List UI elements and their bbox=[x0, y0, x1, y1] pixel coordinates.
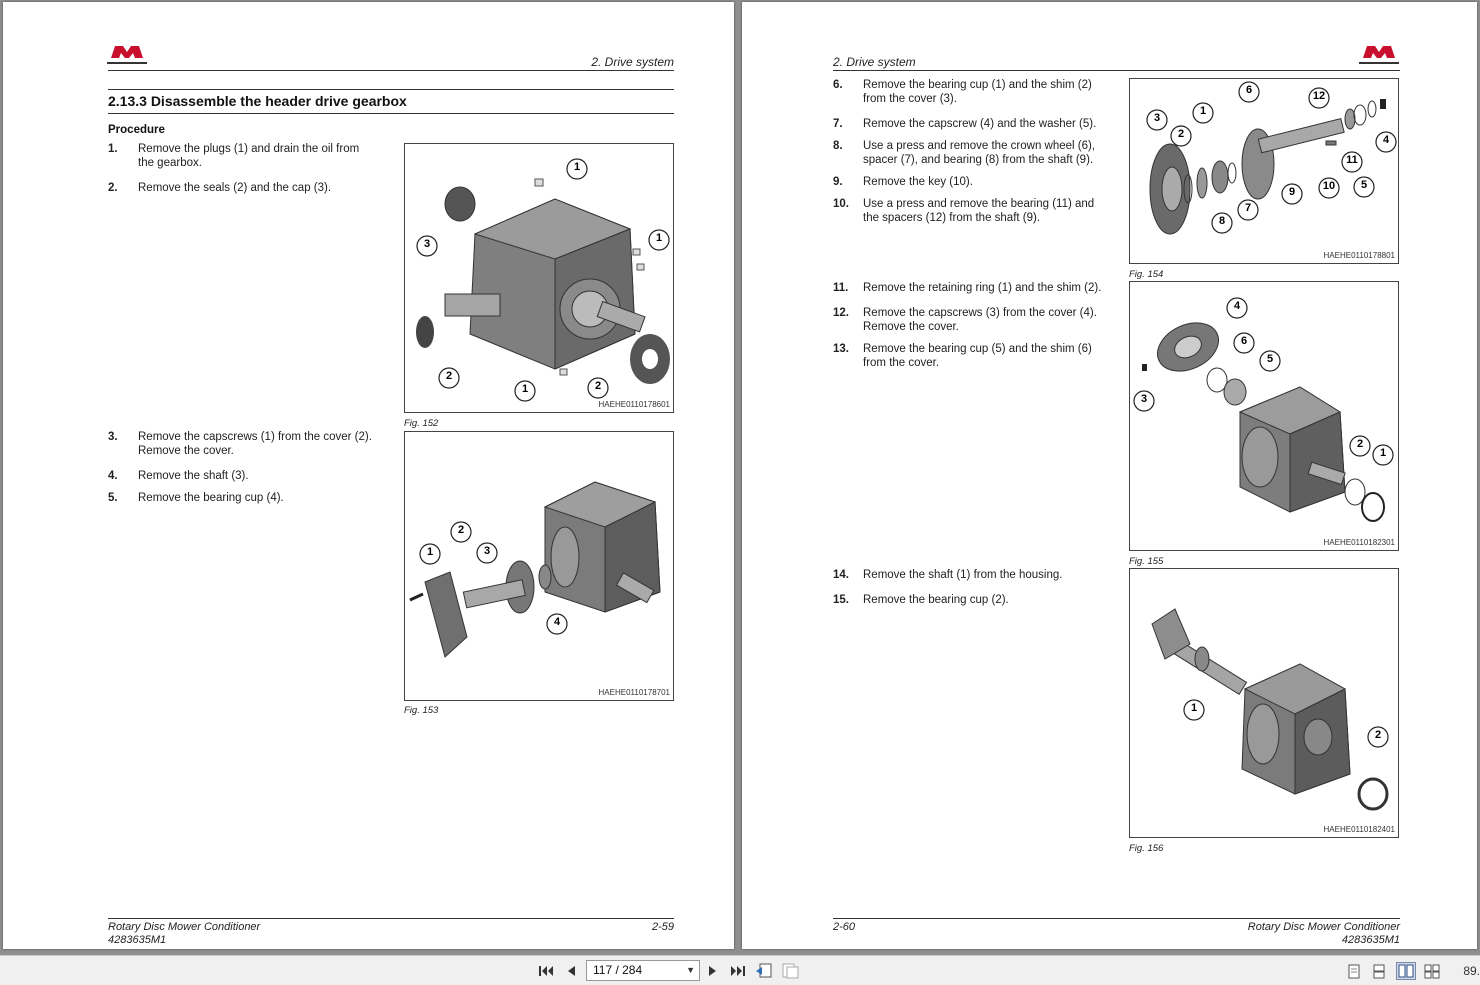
callout-label: 2 bbox=[457, 524, 465, 536]
last-page-button[interactable] bbox=[729, 962, 747, 980]
step-text: Remove the bearing cup (5) and the shim (6) from the cover. bbox=[863, 343, 1092, 369]
step-number: 4. bbox=[108, 470, 118, 482]
section-title: 2.13.3 Disassemble the header drive gearbox bbox=[108, 93, 407, 109]
step-text: Remove the plugs (1) and drain the oil from the gearbox. bbox=[138, 143, 360, 169]
figure-156 bbox=[1129, 568, 1399, 838]
figure-caption: Fig. 153 bbox=[404, 705, 439, 716]
footer-page-number: 2-60 bbox=[833, 921, 856, 933]
figure-caption: Fig. 155 bbox=[1129, 556, 1164, 567]
step-text: Remove the capscrew (4) and the washer (5). bbox=[863, 118, 1097, 130]
step-text: Remove the capscrews (1) from the cover (2). Remove the cover. bbox=[138, 431, 372, 457]
next-page-button[interactable] bbox=[704, 962, 722, 980]
figure-code: HAEHE0110178601 bbox=[598, 400, 670, 409]
continuous-view-button[interactable] bbox=[1370, 962, 1388, 980]
cover-removal-illustration bbox=[1130, 282, 1399, 551]
step-item bbox=[833, 342, 1103, 370]
step-list-a bbox=[833, 78, 1103, 225]
footer-doc-number: 4283635M1 bbox=[1341, 934, 1400, 946]
step-number: 2. bbox=[108, 182, 118, 194]
figure-155 bbox=[1129, 281, 1399, 551]
callout-label: 11 bbox=[1346, 154, 1358, 166]
callout-label: 2 bbox=[1177, 128, 1185, 140]
step-item bbox=[833, 139, 1103, 167]
footer-doc-info bbox=[1248, 921, 1400, 947]
page-left bbox=[3, 2, 734, 949]
callout-label: 3 bbox=[423, 238, 431, 250]
shaft-exploded-illustration bbox=[1130, 79, 1399, 264]
previous-view-button[interactable] bbox=[755, 962, 773, 980]
callout-label: 6 bbox=[1240, 335, 1248, 347]
step-item bbox=[108, 491, 373, 505]
step-item bbox=[833, 593, 1103, 607]
footer-title: Rotary Disc Mower Conditioner bbox=[108, 921, 261, 933]
page-number-input[interactable] bbox=[586, 960, 700, 981]
step-number: 3. bbox=[108, 431, 118, 443]
callout-label: 4 bbox=[553, 616, 561, 628]
header-title: 2. Drive system bbox=[833, 55, 916, 69]
step-text: Use a press and remove the bearing (11) and the spacers (12) from the shaft (9). bbox=[863, 198, 1095, 224]
step-text: Remove the shaft (3). bbox=[138, 470, 249, 482]
viewer-toolbar bbox=[0, 955, 1480, 985]
footer-doc-info bbox=[108, 921, 260, 947]
step-text: Remove the retaining ring (1) and the shim (2). bbox=[863, 282, 1102, 294]
figure-code: HAEHE0110178801 bbox=[1323, 251, 1395, 260]
step-text: Remove the capscrews (3) from the cover (4). Remove the cover. bbox=[863, 307, 1097, 333]
callout-label: 7 bbox=[1244, 202, 1252, 214]
callout-label: 1 bbox=[573, 161, 581, 173]
figure-caption: Fig. 152 bbox=[404, 418, 439, 429]
figure-153 bbox=[404, 431, 674, 701]
step-text: Remove the bearing cup (4). bbox=[138, 492, 284, 504]
step-item bbox=[833, 175, 1103, 189]
step-number: 15. bbox=[833, 594, 849, 606]
step-number: 12. bbox=[833, 307, 849, 319]
callout-label: 1 bbox=[521, 383, 529, 395]
exploded-gearbox-illustration bbox=[405, 432, 674, 701]
last-page-icon bbox=[730, 964, 746, 978]
next-view-button[interactable] bbox=[781, 962, 799, 980]
next-page-icon bbox=[707, 964, 719, 978]
previous-page-icon bbox=[565, 964, 577, 978]
step-item bbox=[833, 117, 1103, 131]
first-page-icon bbox=[538, 964, 554, 978]
step-text: Remove the seals (2) and the cap (3). bbox=[138, 182, 332, 194]
single-page-view-button[interactable] bbox=[1345, 962, 1363, 980]
procedure-label: Procedure bbox=[108, 124, 165, 136]
previous-view-icon bbox=[755, 963, 773, 979]
callout-label: 5 bbox=[1266, 353, 1274, 365]
step-number: 10. bbox=[833, 198, 849, 210]
step-item bbox=[833, 306, 1103, 334]
figure-caption: Fig. 156 bbox=[1129, 843, 1164, 854]
page-indicator: 117 / 284 bbox=[593, 963, 643, 977]
figure-152 bbox=[404, 143, 674, 413]
step-item bbox=[108, 142, 373, 170]
footer-rule bbox=[833, 918, 1400, 919]
step-number: 11. bbox=[833, 282, 849, 294]
step-list-b bbox=[833, 281, 1103, 370]
brand-logo bbox=[107, 44, 147, 68]
header-rule bbox=[833, 70, 1400, 71]
callout-label: 3 bbox=[1153, 112, 1161, 124]
callout-label: 3 bbox=[483, 545, 491, 557]
callout-label: 1 bbox=[1199, 105, 1207, 117]
header-rule bbox=[108, 70, 674, 71]
step-text: Remove the bearing cup (1) and the shim (2) from the cover (3). bbox=[863, 79, 1092, 105]
callout-label: 1 bbox=[655, 232, 663, 244]
callout-label: 2 bbox=[1374, 729, 1382, 741]
step-item bbox=[833, 281, 1103, 295]
callout-label: 8 bbox=[1218, 215, 1226, 227]
step-list-c bbox=[833, 568, 1103, 607]
step-number: 5. bbox=[108, 492, 118, 504]
callout-label: 1 bbox=[1379, 447, 1387, 459]
next-view-icon bbox=[781, 963, 799, 979]
step-item bbox=[833, 78, 1103, 106]
step-item bbox=[833, 197, 1103, 225]
step-item bbox=[833, 568, 1103, 582]
callout-label: 1 bbox=[1190, 702, 1198, 714]
callout-label: 2 bbox=[445, 370, 453, 382]
brand-logo bbox=[1359, 44, 1399, 68]
step-text: Use a press and remove the crown wheel (6), spacer (7), and bearing (8) from the shaft (9). bbox=[863, 140, 1096, 166]
callout-label: 4 bbox=[1382, 134, 1390, 146]
continuous-facing-view-button[interactable] bbox=[1423, 962, 1441, 980]
first-page-button[interactable] bbox=[537, 962, 555, 980]
figure-caption: Fig. 154 bbox=[1129, 269, 1164, 280]
step-text: Remove the shaft (1) from the housing. bbox=[863, 569, 1063, 581]
step-text: Remove the key (10). bbox=[863, 176, 973, 188]
step-number: 14. bbox=[833, 569, 849, 581]
header-title: 2. Drive system bbox=[591, 55, 674, 69]
step-item bbox=[108, 469, 373, 483]
callout-label: 5 bbox=[1360, 179, 1368, 191]
facing-pages-view-button[interactable] bbox=[1396, 962, 1416, 980]
footer-page-number: 2-59 bbox=[651, 921, 674, 933]
section-rule-bottom bbox=[108, 113, 674, 114]
callout-label: 4 bbox=[1233, 300, 1241, 312]
figure-code: HAEHE0110182401 bbox=[1323, 825, 1395, 834]
step-number: 13. bbox=[833, 343, 849, 355]
step-list-b bbox=[108, 430, 373, 505]
figure-code: HAEHE0110182301 bbox=[1323, 538, 1395, 547]
step-number: 8. bbox=[833, 140, 843, 152]
step-number: 6. bbox=[833, 79, 843, 91]
callout-label: 10 bbox=[1322, 180, 1336, 192]
callout-label: 6 bbox=[1245, 84, 1253, 96]
step-item bbox=[108, 430, 373, 458]
continuous-facing-icon bbox=[1424, 964, 1440, 979]
step-list-a bbox=[108, 142, 373, 195]
figure-154 bbox=[1129, 78, 1399, 264]
step-text: Remove the bearing cup (2). bbox=[863, 594, 1009, 606]
callout-label: 2 bbox=[594, 380, 602, 392]
callout-label: 1 bbox=[426, 546, 434, 558]
step-number: 9. bbox=[833, 176, 843, 188]
chevron-down-icon[interactable]: ▼ bbox=[686, 965, 695, 975]
callout-label: 9 bbox=[1288, 186, 1296, 198]
step-item bbox=[108, 181, 373, 195]
step-number: 7. bbox=[833, 118, 843, 130]
continuous-page-icon bbox=[1373, 964, 1385, 979]
shaft-removal-illustration bbox=[1130, 569, 1399, 838]
footer-rule bbox=[108, 918, 674, 919]
facing-pages-icon bbox=[1398, 964, 1414, 978]
callout-label: 3 bbox=[1140, 393, 1148, 405]
figure-code: HAEHE0110178701 bbox=[598, 688, 670, 697]
section-rule-top bbox=[108, 89, 674, 90]
step-number: 1. bbox=[108, 143, 118, 155]
zoom-level[interactable]: 89. bbox=[1463, 964, 1480, 978]
footer-doc-number: 4283635M1 bbox=[108, 934, 167, 946]
single-page-icon bbox=[1348, 964, 1360, 979]
previous-page-button[interactable] bbox=[562, 962, 580, 980]
page-right bbox=[742, 2, 1477, 949]
callout-label: 12 bbox=[1312, 90, 1326, 102]
footer-title: Rotary Disc Mower Conditioner bbox=[1247, 921, 1400, 933]
callout-label: 2 bbox=[1356, 438, 1364, 450]
